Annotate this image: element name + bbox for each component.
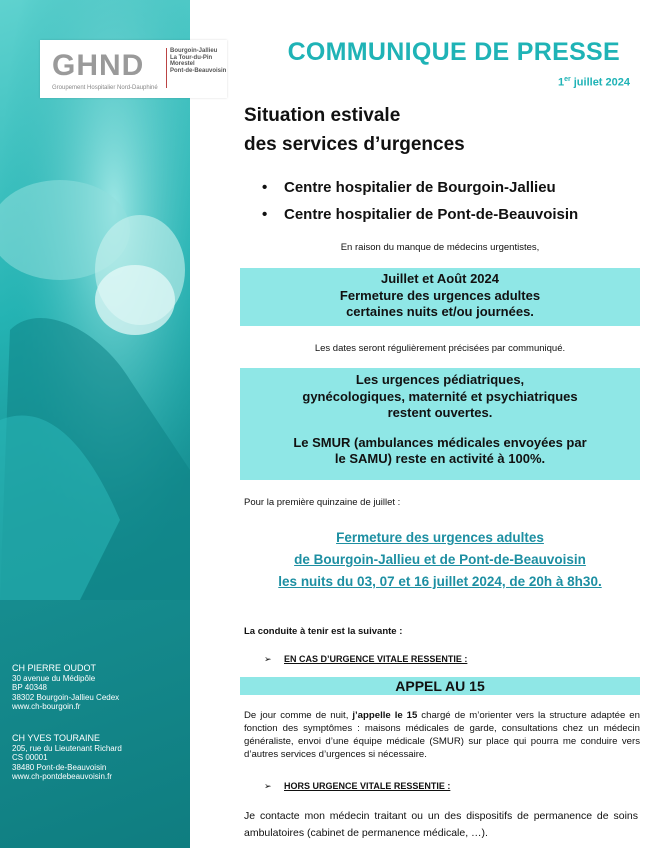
- spacer: [240, 422, 640, 435]
- date-day: 1: [557, 76, 565, 89]
- hospital-list: [262, 176, 578, 230]
- item-label: HORS URGENCE VITALE RESSENTIE :: [284, 781, 451, 791]
- ghnd-logo: [40, 40, 227, 98]
- heading-line: des services d’urgences: [244, 134, 465, 155]
- logo-place: Pont-de-Beauvoisin: [170, 67, 227, 74]
- address-ch-pierre-oudot: [12, 664, 119, 712]
- address-line: 38302 Bourgoin-Jallieu Cedex: [12, 692, 120, 702]
- address-line: 205, rue du Lieutenant Richard: [12, 743, 122, 753]
- address-name: CH YVES TOURAINE: [12, 733, 101, 743]
- address-line: 30 avenue du Médipôle: [12, 673, 96, 683]
- logo-acronym: GHND: [52, 49, 145, 82]
- closure-line: Fermeture des urgences adultes: [336, 530, 544, 545]
- urgence-vitale-item: [264, 654, 467, 665]
- logo-place: Bourgoin-Jallieu: [170, 48, 218, 54]
- closure-highlight-box: [240, 268, 640, 326]
- website-link[interactable]: www.ch-bourgoin.fr: [12, 702, 81, 712]
- logo-subtitle: Groupement Hospitalier Nord-Dauphiné: [52, 85, 158, 91]
- address-name: CH PIERRE OUDOT: [12, 663, 97, 673]
- quinzaine-text: Pour la première quinzaine de juillet :: [244, 497, 401, 508]
- highlight-line: restent ouvertes.: [387, 405, 493, 420]
- main-heading: [244, 101, 465, 159]
- item-label: EN CAS D’URGENCE VITALE RESSENTIE :: [284, 654, 468, 664]
- heading-line: Situation estivale: [244, 105, 401, 126]
- dates-note: Les dates seront régulièrement précisées par communiqué.: [314, 343, 566, 354]
- urgence-paragraph: [244, 709, 640, 761]
- logo-place: La Tour-du-Pin: [170, 54, 213, 61]
- address-line: BP 40348: [12, 683, 47, 693]
- website-link[interactable]: www.ch-pontdebeauvoisin.fr: [12, 772, 113, 782]
- open-services-box: [240, 368, 640, 480]
- hospital-item: • Centre hospitalier de Pont-de-Beauvoisin: [262, 203, 578, 230]
- date-rest: juillet 2024: [570, 76, 630, 89]
- para-bold: j’appelle le 15: [352, 710, 418, 721]
- closure-dates-block: [240, 527, 640, 593]
- hors-urgence-item: [264, 781, 450, 792]
- sidebar-photo-panel: [0, 0, 190, 848]
- highlight-line: gynécologiques, maternité et psychiatriques: [302, 388, 578, 404]
- intro-text: En raison du manque de médecins urgentistes,: [340, 242, 540, 253]
- arrow-icon: ➢: [264, 654, 272, 664]
- address-line: CS 00001: [12, 753, 48, 763]
- press-release-title: COMMUNIQUE DE PRESSE: [287, 38, 620, 66]
- para-text: De jour comme de nuit,: [244, 710, 353, 721]
- highlight-line: certaines nuits et/ou journées.: [346, 304, 534, 319]
- hors-urgence-paragraph: Je contacte mon médecin traitant ou un des dispositifs de permanence de soins ambulatoires (cabinet de permanence médicale, …).: [244, 810, 638, 839]
- para-text: chargé de m’orienter vers la structure adaptée en fonction des symptômes : maisons médicales de garde, consultations chez un médecin généraliste, envoi d’une équipe médicale (SMUR) sur place qui pourra me conduire vers d’autres services d’urgences si nécessaire.: [244, 710, 640, 760]
- logo-place: Morestel: [170, 61, 195, 68]
- release-date: [558, 76, 630, 89]
- highlight-line: Les urgences pédiatriques,: [355, 372, 525, 387]
- highlight-line: Le SMUR (ambulances médicales envoyées par: [293, 434, 587, 450]
- date-ordinal: er: [564, 76, 571, 83]
- logo-places: [170, 48, 226, 74]
- highlight-line: le SAMU) reste en activité à 100%.: [334, 451, 546, 466]
- highlight-line: Juillet et Août 2024: [381, 271, 499, 286]
- conduite-text: La conduite à tenir est la suivante :: [244, 626, 403, 637]
- closure-line: les nuits du 03, 07 et 16 juillet 2024, de 20h à 8h30.: [278, 574, 602, 589]
- address-line: 38480 Pont-de-Beauvoisin: [12, 762, 107, 772]
- hospital-item: • Centre hospitalier de Bourgoin-Jallieu: [262, 176, 578, 203]
- highlight-line: Fermeture des urgences adultes: [339, 287, 541, 303]
- address-ch-yves-touraine: [12, 734, 122, 782]
- arrow-icon: ➢: [264, 781, 272, 791]
- appel-15-box: APPEL AU 15: [240, 677, 640, 695]
- closure-line: de Bourgoin-Jallieu et de Pont-de-Beauvoisin: [294, 552, 586, 567]
- logo-divider: [166, 48, 167, 88]
